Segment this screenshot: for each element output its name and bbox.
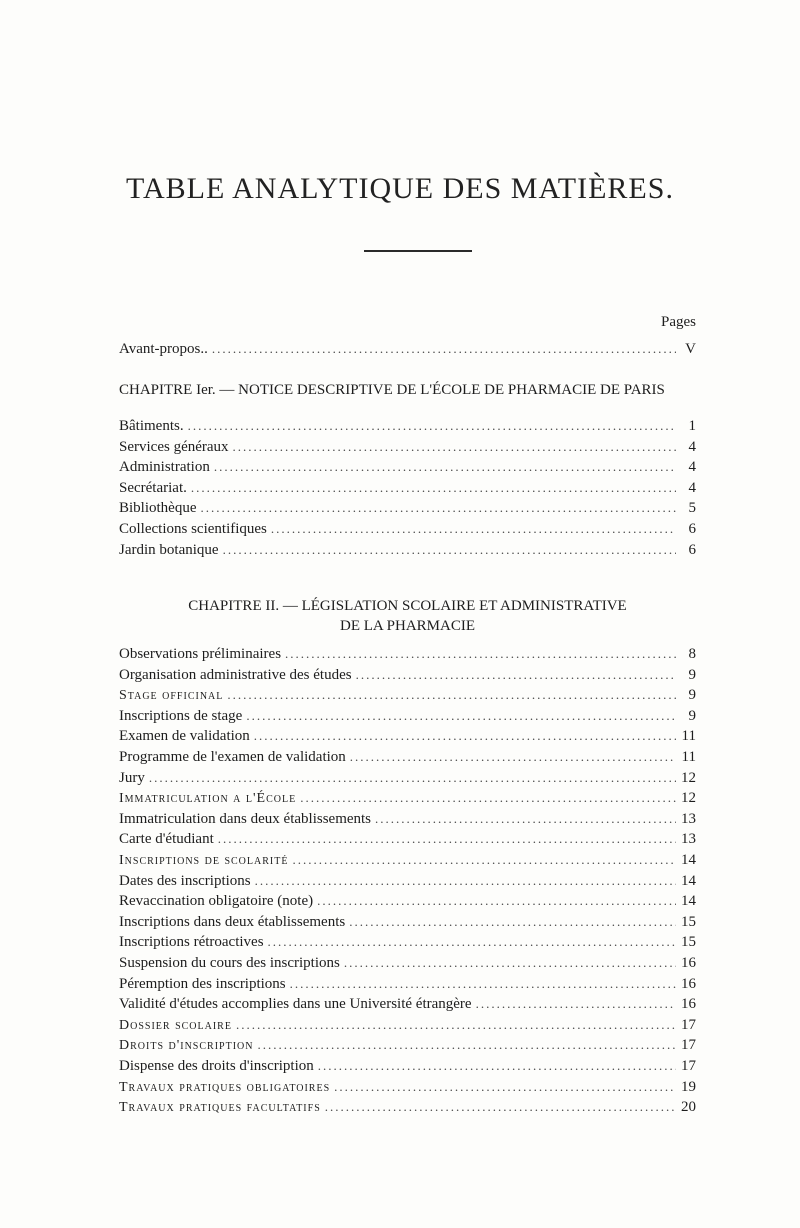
toc-entry-label: Dispense des droits d'inscription [119, 1058, 314, 1074]
dot-leader [201, 500, 677, 516]
toc-entry-page: 9 [688, 707, 696, 724]
toc-entry-label: Administration [119, 459, 210, 476]
toc-entry-label: Services généraux [119, 438, 229, 455]
toc-entry-page: 11 [681, 749, 696, 765]
toc-entry-page: 17 [681, 1037, 696, 1054]
dot-leader [188, 418, 676, 434]
toc-entry [119, 542, 696, 562]
dot-leader [317, 893, 676, 909]
toc-entry-label: Inscriptions de stage [119, 707, 243, 724]
toc-entry [119, 770, 696, 790]
toc-entry [119, 500, 696, 520]
toc-entry [119, 893, 696, 913]
toc-entry-label: Inscriptions rétroactives [119, 934, 264, 951]
dot-leader [149, 770, 676, 786]
toc-entry-page: 16 [681, 955, 696, 971]
toc-entry [119, 749, 696, 769]
toc-entry [119, 1079, 696, 1099]
toc-entry [119, 831, 696, 851]
toc-entry-page: 15 [681, 934, 696, 951]
toc-entry-label: Bibliothèque [119, 500, 197, 517]
toc-entry-label: Inscriptions dans deux établissements [119, 913, 346, 930]
toc-entry [119, 667, 696, 687]
toc-entry [119, 459, 696, 479]
toc-entry-page: 6 [688, 541, 696, 558]
dot-leader [257, 1037, 676, 1053]
toc-entry-page: 16 [681, 975, 696, 992]
toc-entry-label: Organisation administrative des études [119, 666, 352, 683]
toc-entry-label: Suspension du cours des inscriptions [119, 955, 340, 971]
toc-entry-page: 20 [681, 1099, 696, 1116]
toc-entry-label: Droits d'inscription [119, 1038, 254, 1054]
toc-entry [119, 914, 696, 934]
dot-leader [318, 1058, 676, 1074]
dot-leader [344, 955, 676, 971]
dot-leader [254, 728, 676, 744]
page-title: TABLE ANALYTIQUE DES MATIÈRES. [126, 172, 674, 205]
chapter-2-heading [119, 596, 696, 636]
dot-leader [334, 1079, 676, 1095]
dot-leader [191, 480, 676, 496]
pages-column-label: Pages [661, 314, 696, 330]
toc-entry [119, 955, 696, 975]
toc-entry-page: 17 [681, 1058, 696, 1074]
dot-leader [476, 996, 676, 1012]
toc-entry-page: 16 [681, 996, 696, 1013]
dot-leader [233, 439, 676, 455]
dot-leader [255, 873, 676, 889]
toc-entry-page: 8 [688, 646, 696, 662]
dot-leader [350, 749, 676, 765]
toc-entry-page: V [685, 341, 696, 357]
dot-leader [271, 521, 676, 537]
dot-leader [285, 646, 676, 662]
toc-entry [119, 934, 696, 954]
dot-leader [300, 790, 676, 806]
chapter-1-heading [119, 382, 696, 399]
toc-entry-label: Dossier scolaire [119, 1017, 232, 1033]
toc-entry [119, 976, 696, 996]
chapter-2-heading-line-2: DE LA PHARMACIE [339, 618, 475, 634]
toc-entry-page: 5 [688, 500, 696, 517]
toc-entry-page: 17 [681, 1016, 696, 1033]
toc-entry-page: 4 [688, 459, 696, 476]
toc-entry [119, 439, 696, 459]
toc-entry-label: Jardin botanique [119, 541, 219, 558]
toc-entry-label: Travaux pratiques facultatifs [119, 1100, 321, 1116]
toc-entry [119, 1017, 696, 1037]
toc-entry [119, 708, 696, 728]
dot-leader [214, 459, 676, 475]
toc-entry-page: 19 [681, 1078, 696, 1095]
toc-entry-label: Carte d'étudiant [119, 831, 214, 848]
toc-entry-page: 13 [681, 831, 696, 848]
toc-entry-page: 9 [688, 666, 696, 683]
toc-entry-label: Programme de l'examen de validation [119, 749, 346, 765]
toc-entry-page: 12 [681, 769, 696, 786]
toc-entry-label: Travaux pratiques obligatoires [119, 1079, 331, 1095]
toc-entry-label: Examen de validation [119, 728, 250, 745]
toc-entry-label: Secrétariat. [119, 479, 187, 496]
toc-entry [119, 1037, 696, 1057]
toc-entry-label: Péremption des inscriptions [119, 975, 286, 992]
toc-entry-label: Collections scientifiques [119, 521, 267, 537]
toc-entry-label: Avant-propos.. [119, 341, 208, 357]
dot-leader [268, 934, 676, 950]
dot-leader [325, 1099, 676, 1115]
toc-entry [119, 873, 696, 893]
chapter-1-heading-text: CHAPITRE Ier. — NOTICE DESCRIPTIVE DE L'ÉCOLE DE PHARMACIE DE PARIS [119, 382, 665, 398]
dot-leader [212, 341, 676, 357]
toc-entry-label: Revaccination obligatoire (note) [119, 893, 314, 910]
toc-entry-label: Immatriculation dans deux établissements [119, 810, 372, 827]
toc-entry [119, 1099, 696, 1119]
dot-leader [349, 914, 676, 930]
toc-entry-avant-propos [119, 341, 696, 361]
toc-entry-page: 12 [681, 790, 696, 807]
dot-leader [356, 667, 676, 683]
toc-entry [119, 790, 696, 810]
toc-entry-page: 14 [681, 893, 696, 910]
toc-entry [119, 852, 696, 872]
toc-entry [119, 996, 696, 1016]
dot-leader [292, 852, 676, 868]
toc-entry-page: 14 [681, 852, 696, 868]
dot-leader [227, 687, 676, 703]
toc-entry-label: Immatriculation a l'École [119, 791, 297, 807]
dot-leader [236, 1017, 676, 1033]
toc-entry [119, 728, 696, 748]
toc-entry-page: 15 [681, 913, 696, 930]
toc-entry [119, 1058, 696, 1078]
toc-entry-label: Dates des inscriptions [119, 872, 251, 889]
dot-leader [375, 811, 676, 827]
dot-leader [246, 708, 676, 724]
toc-entry-label: Bâtiments. [119, 418, 184, 434]
toc-entry [119, 687, 696, 707]
toc-entry-page: 9 [688, 687, 696, 704]
toc-entry-page: 6 [688, 521, 696, 537]
toc-entry-page: 4 [688, 438, 696, 455]
toc-entry [119, 480, 696, 500]
toc-entry [119, 521, 696, 541]
toc-entry-page: 14 [681, 872, 696, 889]
dot-leader [223, 542, 676, 558]
chapter-2-heading-line-1: CHAPITRE II. — LÉGISLATION SCOLAIRE ET ADMINISTRATIVE [188, 598, 627, 614]
dot-leader [218, 831, 676, 847]
title-divider [364, 250, 472, 252]
toc-entry-label: Jury [119, 769, 145, 786]
toc-entry-label: Validité d'études accomplies dans une Université étrangère [119, 996, 472, 1013]
toc-entry-page: 4 [688, 479, 696, 496]
toc-entry-label: Inscriptions de scolarité [119, 853, 289, 868]
toc-entry [119, 646, 696, 666]
dot-leader [290, 976, 676, 992]
toc-entry-page: 13 [681, 810, 696, 827]
toc-entry-page: 11 [681, 728, 696, 745]
toc-entry-page: 1 [688, 418, 696, 434]
toc-entry [119, 811, 696, 831]
toc-entry-label: Stage officinal [119, 688, 224, 704]
toc-entry-label: Observations préliminaires [119, 646, 282, 662]
toc-entry [119, 418, 696, 438]
